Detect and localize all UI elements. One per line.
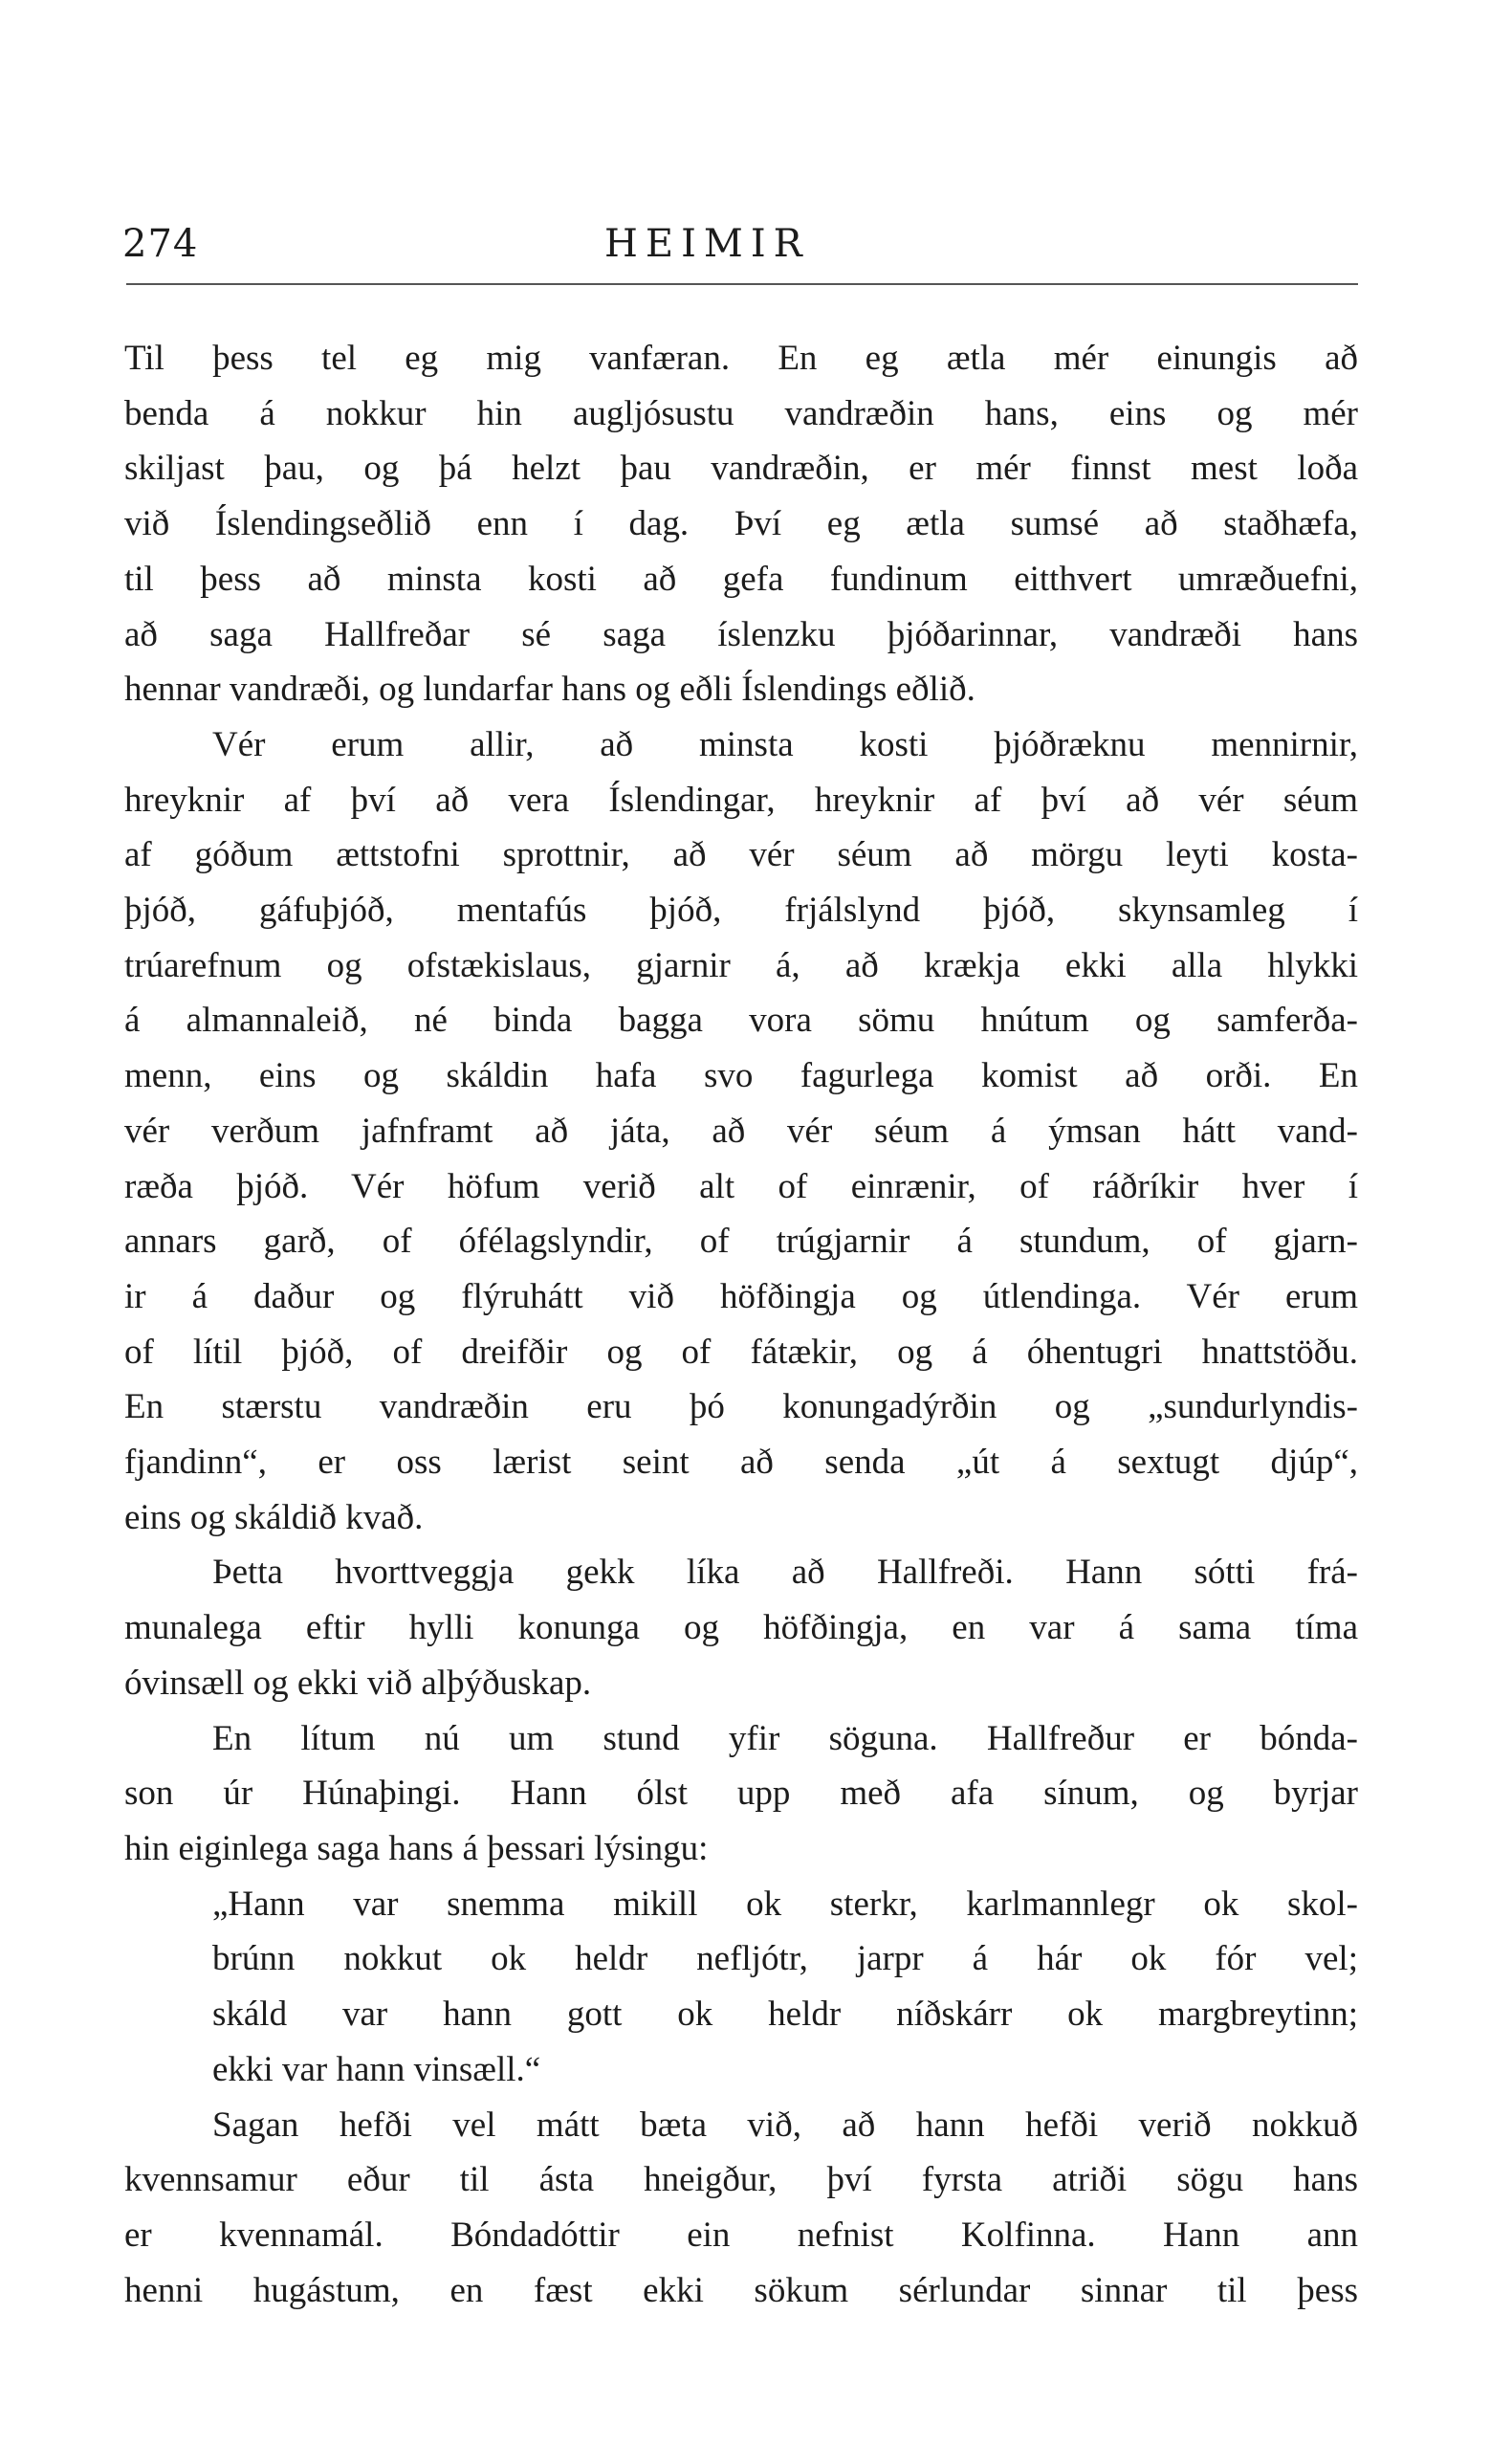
text-line: annars garð, of ófélagslyndir, of trúgjarnir á stundum, of gjarn- xyxy=(124,1222,1358,1262)
text-line: þjóð, gáfuþjóð, mentafús þjóð, frjálslynd þjóð, skynsamleg í xyxy=(124,891,1358,931)
text-line: vér verðum jafnframt að játa, að vér séum á ýmsan hátt vand- xyxy=(124,1111,1358,1151)
text-line: hreyknir af því að vera Íslendingar, hreyknir af því að vér séum xyxy=(124,780,1358,820)
text-line: benda á nokkur hin augljósustu vandræðin hans, eins og mér xyxy=(124,393,1358,433)
text-line: Vér erum allir, að minsta kosti þjóðræknu mennirnir, xyxy=(212,724,1358,764)
running-title: HEIMIR xyxy=(604,222,810,266)
quote-line: skáld var hann gott ok heldr níðskárr ok margbreytinn; xyxy=(212,1995,1358,2035)
text-line: við Íslendingseðlið enn í dag. Því eg ætla sumsé að staðhæfa, xyxy=(124,504,1358,544)
text-line: skiljast þau, og þá helzt þau vandræðin, er mér finnst mest loða xyxy=(124,449,1358,489)
text-line: eins og skáldið kvað. xyxy=(124,1497,424,1537)
quote-line: ekki var hann vinsæll.“ xyxy=(212,2049,541,2089)
text-line: hennar vandræði, og lundarfar hans og eðli Íslendings eðlið. xyxy=(124,670,975,710)
text-line: fjandinn“, er oss lærist seint að senda „út á sextugt djúp“, xyxy=(124,1443,1358,1483)
header-rule xyxy=(126,283,1358,285)
page-number: 274 xyxy=(122,222,199,266)
text-line: Sagan hefði vel mátt bæta við, að hann hefði verið nokkuð xyxy=(212,2105,1358,2145)
quote-line: brúnn nokkut ok heldr nefljótr, jarpr á hár ok fór vel; xyxy=(212,1939,1358,1979)
text-line: á almannaleið, né binda bagga vora sömu hnútum og samferða- xyxy=(124,1001,1358,1041)
text-line: til þess að minsta kosti að gefa fundinum eitthvert umræðuefni, xyxy=(124,559,1358,599)
text-line: henni hugástum, en fæst ekki sökum sérlundar sinnar til þess xyxy=(124,2270,1358,2310)
text-line: munalega eftir hylli konunga og höfðingja, en var á sama tíma xyxy=(124,1608,1358,1648)
text-line: af góðum ættstofni sprottnir, að vér séum að mörgu leyti kosta- xyxy=(124,835,1358,875)
text-line: of lítil þjóð, of dreifðir og of fátækir, og á óhentugri hnattstöðu. xyxy=(124,1332,1358,1372)
body-text xyxy=(124,331,1368,2318)
text-line: kvennsamur eður til ásta hneigður, því fyrsta atriði sögu hans xyxy=(124,2160,1358,2200)
text-line: að saga Hallfreðar sé saga íslenzku þjóðarinnar, vandræði hans xyxy=(124,614,1358,654)
text-line: óvinsæll og ekki við alþýðuskap. xyxy=(124,1663,592,1703)
text-line: son úr Húnaþingi. Hann ólst upp með afa sínum, og byrjar xyxy=(124,1774,1358,1814)
text-line: ræða þjóð. Vér höfum verið alt of einrænir, of ráðríkir hver í xyxy=(124,1166,1358,1206)
text-line: trúarefnum og ofstækislaus, gjarnir á, að krækja ekki alla hlykki xyxy=(124,945,1358,985)
quote-line: „Hann var snemma mikill ok sterkr, karlmannlegr ok skol- xyxy=(212,1884,1358,1924)
text-line: menn, eins og skáldin hafa svo fagurlega komist að orði. En xyxy=(124,1056,1358,1096)
text-line: En lítum nú um stund yfir söguna. Hallfreður er bónda- xyxy=(212,1718,1358,1758)
text-line: ir á daður og flýruhátt við höfðingja og útlendinga. Vér erum xyxy=(124,1276,1358,1316)
text-line: hin eiginlega saga hans á þessari lýsingu: xyxy=(124,1828,709,1868)
text-line: Til þess tel eg mig vanfæran. En eg ætla mér einungis að xyxy=(124,339,1358,378)
text-line: En stærstu vandræðin eru þó konungadýrðin og „sundurlyndis- xyxy=(124,1387,1358,1427)
text-line: Þetta hvorttveggja gekk líka að Hallfreði. Hann sótti frá- xyxy=(212,1553,1358,1593)
text-line: er kvennamál. Bóndadóttir ein nefnist Kolfinna. Hann ann xyxy=(124,2215,1358,2255)
